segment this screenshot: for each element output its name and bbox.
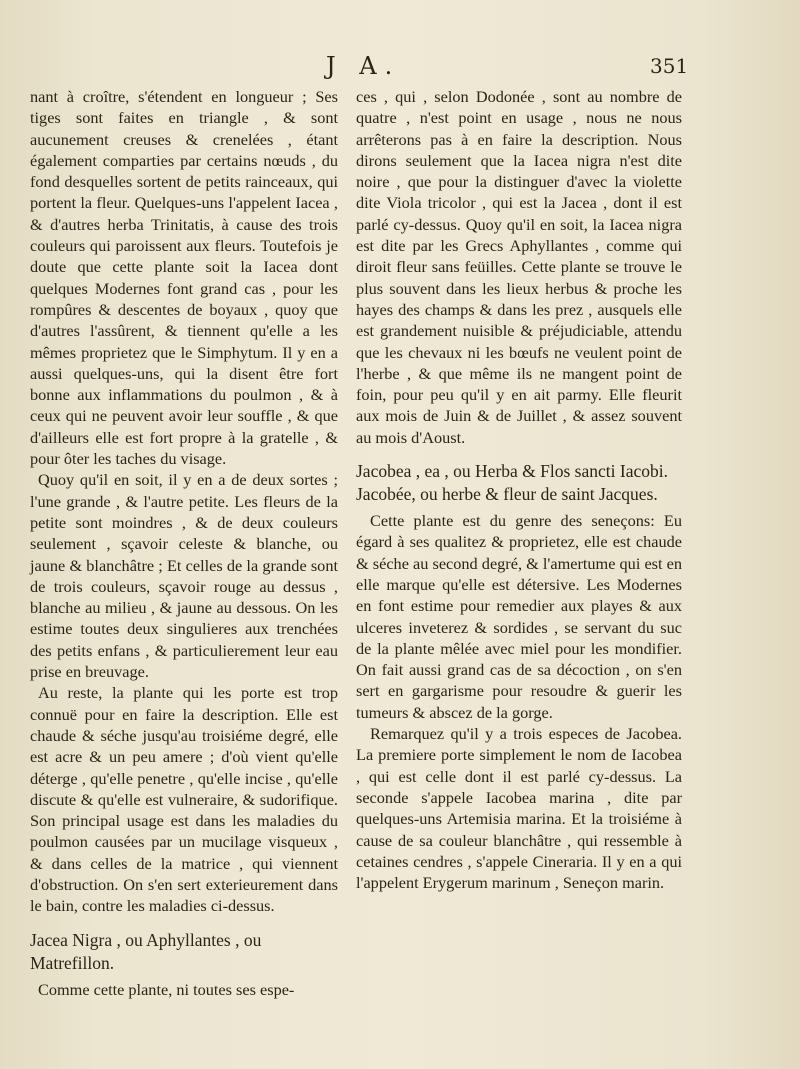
paragraph: ces , qui , selon Dodonée , sont au nombre de quatre , n'est point en usage , nous ne nous arrêterons pas à en faire la description. Nous dirons seulement que la Iacea nigra n'est dite noire , que pour la distinguer d'avec la violette dite Viola tricolor , qui est la Jacea , dont il est parlé cy-dessus. Quoy qu'il en soit, la Iacea nigra est dite par les Grecs Aphyllantes , comme qui diroit fleur sans feüilles. Cette plante se trouve le plus souvent dans les lieux herbus & proche les hayes des champs & dans les prez , ausquels elle est grandement nuisible & préjudiciable, attendu que les chevaux ni les bœufs ne veulent point de l'herbe , & que même ils ne mangent point de foin, pour peu qu'il y en ait parmy. Elle fleurit aux mois de Juin & de Juillet , & assez souvent au mois d'Aoust. (356, 87, 682, 447)
paragraph: nant à croître, s'étendent en longueur ; Ses tiges sont faites en triangle , & sont aucunement creuses & crenelées , étant également comparties par certains nœuds , du fond desquelles sortent de petits rainceaux, qui portent la fleur. Quelques-uns l'appelent Iacea , & d'autres herba Trinitatis, à cause des trois couleurs qui paroissent aux fleurs. Toutefois je doute que cette plante soit la Iacea dont quelques Modernes font grand cas , pour les rompûres & descentes de boyaux , quoy que d'autres l'assûrent, & tiennent qu'elle a les mêmes proprietez que le Simphytum. Il y en a aussi quelques-uns, qui la disent être fort bonne aux inflammations du poulmon , & à ceux qui ne peuvent avoir leur souffle , & que d'ailleurs elle est fort propre à la gratelle , & pour ôter les taches du visage. (30, 87, 338, 469)
entry-heading: Jacea Nigra , ou Aphyllantes , ou Matrefillon. (30, 929, 262, 973)
right-column (356, 86, 682, 893)
paragraph: Au reste, la plante qui les porte est trop connuë pour en faire la description. Elle est chaude & séche jusqu'au troisiéme degré, elle est acre & un peu amere ; d'où vient qu'elle déterge , qu'elle penetre , qu'elle incise , qu'elle discute & qu'elle est vulneraire, & sudorifique. Son principal usage est dans les maladies du poulmon causées par un mucilage visqueux , & dans celles de la matrice , qui viennent d'obstruction. On s'en sert exterieurement dans le bain, contre les maladies ci-dessus. (30, 683, 338, 916)
paragraph: Remarquez qu'il y a trois especes de Jacobea. La premiere porte simplement le nom de Iacobea , qui est celle dont il est parlé cy-dessus. La seconde s'appele Iacobea marina , dite par quelques-uns Artemisia marina. Et la troisiéme à cause de sa couleur blanchâtre , qui ressemble à cetaines cendres , s'appele Cineraria. Il y en a qui l'appelent Erygerum marinum , Seneçon marin. (356, 724, 682, 893)
entry-heading: Jacobea , ea , ou Herba & Flos sancti Iacobi. Jacobée, ou herbe & fleur de saint Jacques. (356, 461, 668, 505)
page-number: 351 (650, 54, 689, 78)
left-column (30, 86, 338, 1000)
paragraph: Comme cette plante, ni toutes ses espe- (38, 979, 295, 999)
paragraph: Cette plante est du genre des seneçons: Eu égard à ses qualitez & proprietez, elle est chaude & séche au second degré, & l'amertume qui est en elle marque qu'elle est détersive. Les Modernes en font estime pour remedier aux playes & aux ulceres inveterez & sordides , se servant du suc de la plante mêlée avec miel pour les mondifier. On fait aussi grand cas de sa décoction , on s'en sert en gargarisme pour resoudre & guerir les tumeurs & abscez de la gorge. (356, 511, 682, 722)
running-head (0, 52, 800, 86)
paragraph: Quoy qu'il en soit, il y en a de deux sortes ; l'une grande , & l'autre petite. Les fleurs de la petite sont moindres , & de deux couleurs seulement , sçavoir celeste & blanche, ou jaune & blanchâtre ; Et celles de la grande sont de trois couleurs, sçavoir rouge au dessus , blanche au milieu , & jaune au dessous. On les estime toutes deux singulieres aux trenchées des petits enfans , & particulierement leur eau prise en breuvage. (30, 470, 338, 682)
running-head-title: J A. (326, 52, 401, 80)
